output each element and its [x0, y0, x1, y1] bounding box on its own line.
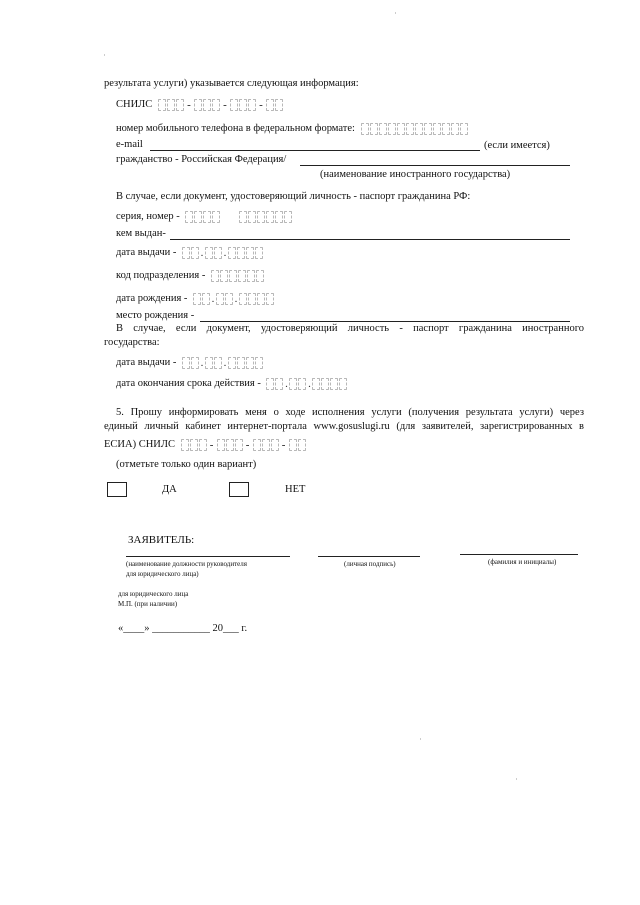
birth-date-label: дата рождения -: [116, 293, 188, 304]
citizenship-label: гражданство - Российская Федерация/: [116, 154, 287, 165]
issued-by-field[interactable]: [170, 239, 570, 240]
email-note: (если имеется): [484, 140, 550, 151]
foreign-issue-date-row: [116, 356, 263, 369]
mobile-label: номер мобильного телефона в федеральном формате:: [116, 123, 355, 134]
esia-snils-row: [104, 438, 306, 451]
mobile-input[interactable]: [361, 123, 468, 135]
esia-snils-input[interactable]: - - -: [181, 439, 306, 451]
yes-checkbox[interactable]: [107, 482, 127, 497]
esia-snils-label: ЕСИА) СНИЛС: [104, 439, 175, 450]
division-code-row: [116, 269, 264, 282]
scan-speck: [420, 738, 421, 740]
series-number-label: серия, номер -: [116, 211, 180, 222]
snils-input[interactable]: - - -: [158, 99, 283, 111]
signature-field[interactable]: [318, 556, 420, 557]
item5-line2: единый личный кабинет интернет-портала www.gosuslugi.ru (для заявителей, зарегистрированных в: [104, 421, 584, 432]
snils-label: СНИЛС: [116, 99, 153, 110]
no-checkbox[interactable]: [229, 482, 249, 497]
expiry-date-row: [116, 377, 347, 390]
birth-place-label: место рождения -: [116, 310, 195, 321]
foreign-issue-date-input[interactable]: . .: [182, 357, 263, 369]
number-input[interactable]: [239, 211, 292, 223]
signature-caption: (личная подпись): [344, 560, 396, 568]
birth-date-input[interactable]: . .: [193, 293, 274, 305]
email-field[interactable]: [150, 150, 480, 151]
choose-one-note: (отметьте только один вариант): [116, 459, 257, 470]
foreign-state-field[interactable]: [300, 165, 570, 166]
issue-date-row: [116, 246, 263, 259]
stamp-note: для юридического лица: [118, 590, 189, 598]
series-input[interactable]: [185, 211, 220, 223]
division-code-label: код подразделения -: [116, 270, 206, 281]
foreign-passport-heading: В случае, если документ, удостоверяющий личность - паспорт гражданина иностранного: [116, 323, 584, 334]
snils-row: [116, 98, 283, 111]
name-field[interactable]: [460, 554, 578, 555]
item5-line1: 5. Прошу информировать меня о ходе исполнения услуги (получения результата услуги) через: [116, 407, 584, 418]
foreign-issue-date-label: дата выдачи -: [116, 357, 177, 368]
issued-by-label: кем выдан-: [116, 228, 166, 239]
expiry-date-label: дата окончания срока действия -: [116, 378, 261, 389]
foreign-state-caption: (наименование иностранного государства): [320, 169, 511, 180]
stamp-note-cont: М.П. (при наличии): [118, 600, 178, 608]
scan-speck: [395, 12, 396, 14]
position-caption: (наименование должности руководителя: [126, 560, 247, 568]
yes-label: ДА: [162, 484, 177, 495]
no-label: НЕТ: [285, 484, 306, 495]
intro-line: результата услуги) указывается следующая информация:: [104, 78, 359, 89]
issue-date-label: дата выдачи -: [116, 247, 177, 258]
series-number-row: [116, 210, 292, 223]
position-caption-cont: для юридического лица): [126, 570, 199, 578]
birth-date-row: [116, 292, 274, 305]
mobile-row: [116, 122, 468, 135]
scan-speck: [516, 778, 517, 780]
rf-passport-heading: В случае, если документ, удостоверяющий личность - паспорт гражданина РФ:: [116, 191, 471, 202]
date-line: «____» ___________ 20___ г.: [118, 623, 248, 634]
name-caption: (фамилия и инициалы): [488, 558, 557, 566]
scan-speck: [104, 54, 105, 56]
division-code-input[interactable]: [211, 270, 264, 282]
foreign-passport-heading-cont: государства:: [104, 337, 160, 348]
position-field[interactable]: [126, 556, 290, 557]
applicant-heading: ЗАЯВИТЕЛЬ:: [128, 534, 195, 546]
expiry-date-input[interactable]: . .: [266, 378, 347, 390]
issue-date-input[interactable]: . .: [182, 247, 263, 259]
email-label: e-mail: [116, 139, 143, 150]
